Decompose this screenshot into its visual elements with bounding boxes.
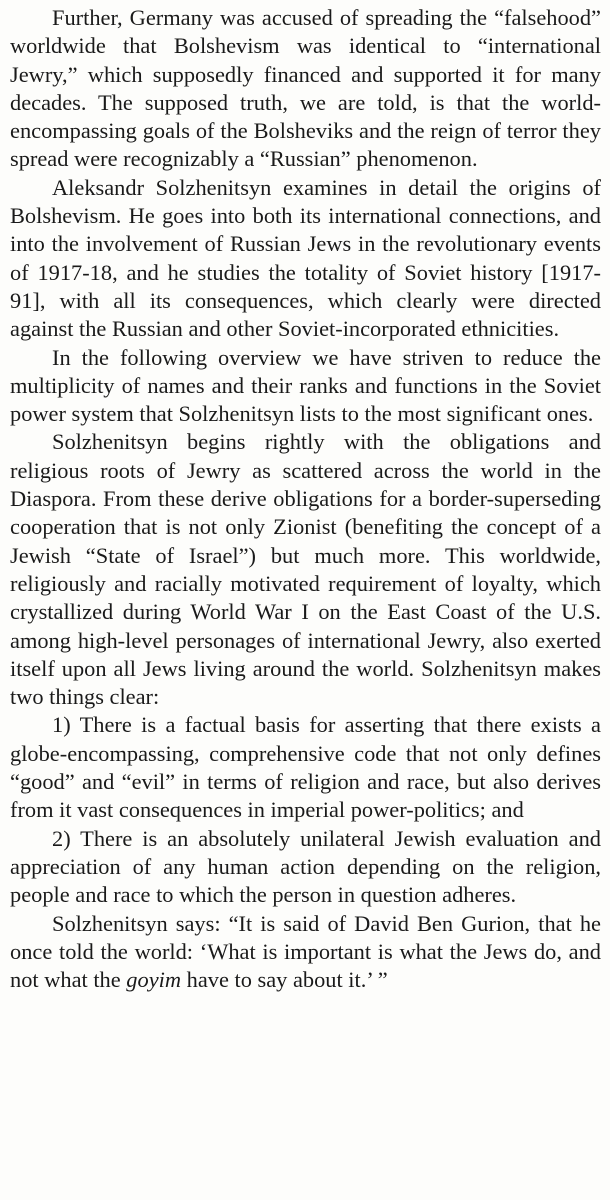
paragraph-quote xyxy=(10,910,601,995)
paragraph-solzhenitsyn-origins: Aleksandr Solzhenitsyn examines in detail the origins of Bolshevism. He goes into both its international connections, and into the involvement of Russian Jews in the revolutionary events of 1917-18, and he studies the totality of Soviet history [1917-91], with all its consequences, which clearly were directed against the Russian and other Soviet-incorporated ethnicities. xyxy=(10,174,601,342)
paragraph-obligations: Solzhenitsyn begins rightly with the obligations and religious roots of Jewry as scattered across the world in the Diaspora. From these derive obligations for a border-superseding cooperation that is not only Zionist (benefiting the concept of a Jewish “State of Israel”) but much more. This worldwide, religiously and racially motivated requirement of loyalty, which crystallized during World War I on the East Coast of the U.S. among high-level personages of international Jewry, also exerted itself upon all Jews living around the world. Solzhenitsyn makes two things clear: xyxy=(10,429,601,710)
quote-text-before: Solzhenitsyn says: “It is said of David Ben Gurion, that he once told the world: ‘What is important is what the Jews do, and not what the xyxy=(10,910,601,993)
quote-text-after: have to say about it.’ ” xyxy=(181,967,388,993)
paragraph-point-two: 2) There is an absolutely unilateral Jewish evaluation and appreciation of any human action depending on the religion, people and race to which the person in question adheres. xyxy=(10,825,601,908)
paragraph-overview: In the following overview we have striven to reduce the multiplicity of names and their ranks and functions in the Soviet power system that Solzhenitsyn lists to the most significant ones. xyxy=(10,344,601,427)
paragraph-accusation: Further, Germany was accused of spreading the “falsehood” worldwide that Bolshevism was identical to “international Jewry,” which supposedly financed and supported it for many decades. The supposed truth, we are told, is that the world-encompassing goals of the Bolsheviks and the reign of terror they spread were recognizably a “Russian” phenomenon. xyxy=(10,5,601,172)
quote-emphasis: goyim xyxy=(126,967,182,993)
paragraph-point-one: 1) There is a factual basis for asserting that there exists a globe-encompassing, comprehensive code that not only defines “good” and “evil” in terms of religion and race, but also derives from it vast consequences in imperial power-politics; and xyxy=(10,712,601,823)
